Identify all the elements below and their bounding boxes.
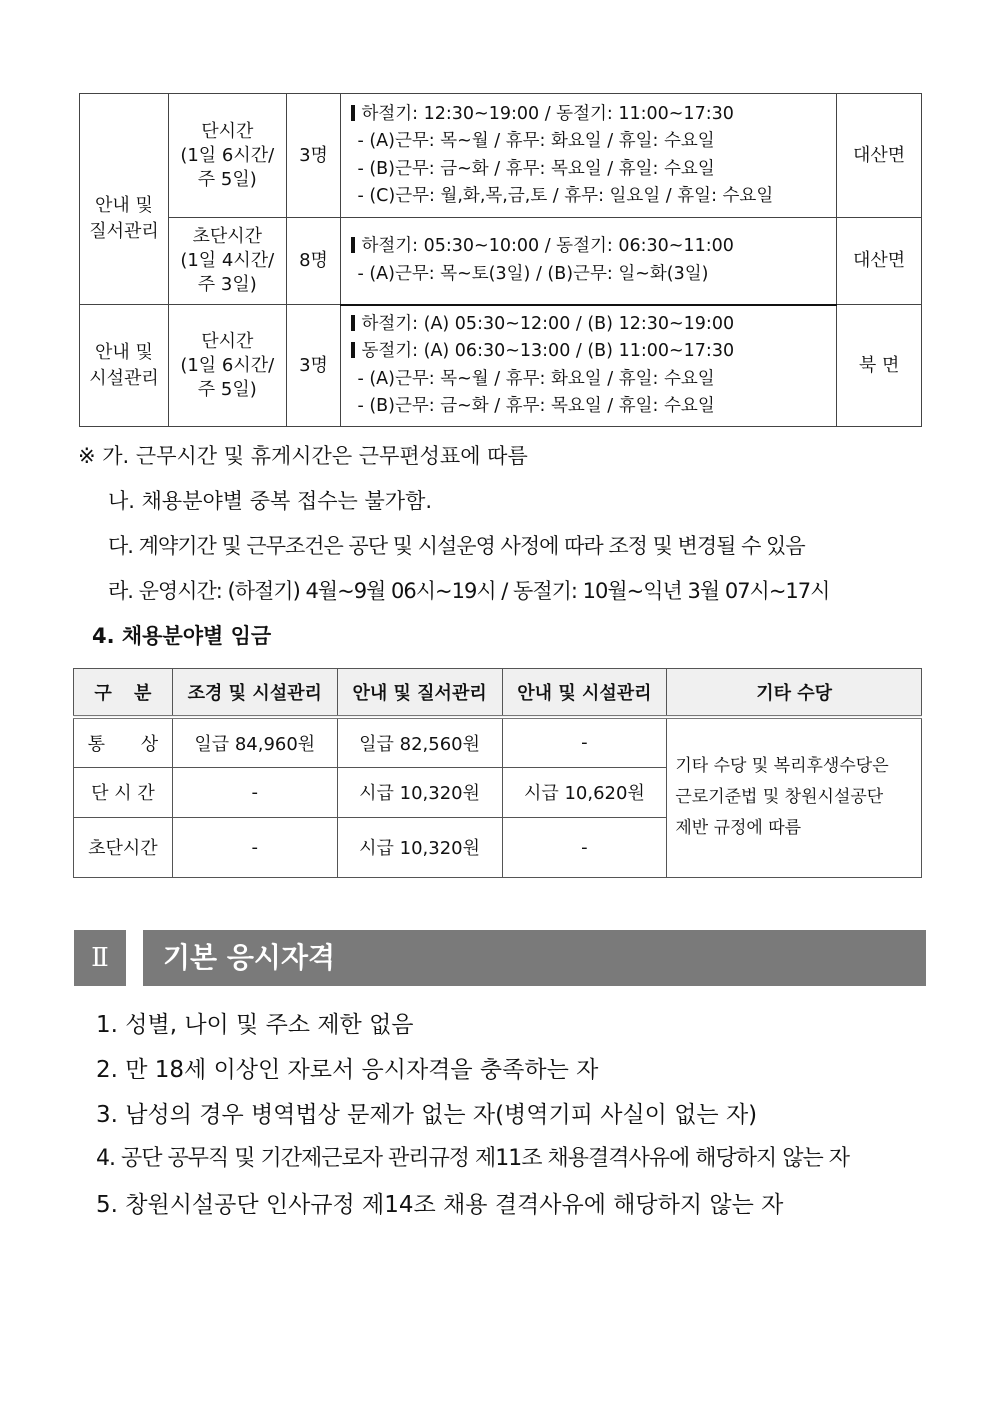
table-cell: 일급 84,960원 [172, 717, 337, 767]
table-cell: 일급 82,560원 [337, 717, 502, 767]
bullet-bar-icon [351, 105, 355, 121]
requirement-item: 5. 창원시설공단 인사규정 제14조 채용 결격사유에 해당하지 않는 자 [96, 1192, 784, 1218]
schedule-line: 하절기: 12:30~19:00 / 동절기: 11:00~17:30 [351, 101, 826, 129]
type-line: (1일 6시간/ [180, 144, 275, 166]
table-row [80, 94, 922, 218]
allowance-line: 근로기준법 및 창원시설공단 [675, 787, 884, 808]
section-title: 기본 응시자격 [143, 930, 926, 986]
requirement-item: 3. 남성의 경우 병역법상 문제가 없는 자(병역기피 사실이 없는 자) [96, 1102, 758, 1128]
type-line: (1일 6시간/ [180, 354, 275, 376]
type-line: 단시간 [201, 330, 254, 352]
table-cell: - [502, 717, 667, 767]
count-cell: 8명 [286, 218, 341, 305]
schedule-cell [341, 94, 837, 218]
table-row [80, 218, 922, 305]
type-line: 단시간 [201, 120, 254, 142]
note-line: 다. 계약기간 및 근무조건은 공단 및 시설운영 사정에 따라 조정 및 변경될 수 있음 [108, 534, 805, 558]
field-label: 안내 및 시설관리 [89, 341, 159, 389]
header-cell: 구 분 [74, 669, 173, 718]
field-cell [80, 305, 169, 427]
requirement-item: 2. 만 18세 이상인 자로서 응시자격을 충족하는 자 [96, 1057, 599, 1083]
schedule-line: 하절기: (A) 05:30~12:00 / (B) 12:30~19:00 [351, 311, 826, 339]
schedule-line: - (B)근무: 금~화 / 휴무: 목요일 / 휴일: 수요일 [357, 158, 715, 179]
count-cell: 3명 [286, 94, 341, 218]
table-cell: 시급 10,320원 [337, 817, 502, 877]
row-label: 통 상 [74, 717, 173, 767]
table-row [80, 305, 922, 427]
section-number: Ⅱ [74, 930, 126, 986]
other-allowance-cell [667, 717, 922, 877]
count-cell: 3명 [286, 305, 341, 427]
note-line: 나. 채용분야별 중복 접수는 불가함. [108, 489, 433, 513]
schedule-cell [341, 305, 837, 427]
type-line: (1일 4시간/ [180, 250, 275, 271]
table-cell: 시급 10,320원 [337, 767, 502, 817]
bullet-bar-icon [351, 315, 355, 331]
field-cell [80, 94, 169, 305]
schedule-line: 하절기: 05:30~10:00 / 동절기: 06:30~11:00 [351, 233, 826, 261]
requirement-item: 4. 공단 공무직 및 기간제근로자 관리규정 제11조 채용결격사유에 해당하지 않는 자 [96, 1146, 849, 1171]
row-label: 초단시간 [74, 817, 173, 877]
wage-table [73, 668, 922, 878]
schedule-line: - (A)근무: 목~월 / 휴무: 화요일 / 휴일: 수요일 [357, 131, 715, 151]
location-cell: 대산면 [837, 94, 922, 218]
bullet-bar-icon [351, 237, 355, 253]
location-cell: 북 면 [837, 305, 922, 427]
note-line: 라. 운영시간: (하절기) 4월~9월 06시~19시 / 동절기: 10월~익년 3월 07시~17시 [108, 579, 830, 603]
schedule-line: 동절기: (A) 06:30~13:00 / (B) 11:00~17:30 [351, 338, 826, 366]
type-line: 주 5일) [197, 168, 257, 190]
location-cell: 대산면 [837, 218, 922, 305]
row-label: 단 시 간 [74, 767, 173, 817]
schedule-line: - (B)근무: 금~화 / 휴무: 목요일 / 휴일: 수요일 [357, 396, 715, 417]
schedule-cell [341, 218, 837, 305]
header-cell: 안내 및 질서관리 [337, 669, 502, 718]
type-cell [168, 305, 286, 427]
field-label: 안내 및 질서관리 [89, 195, 159, 242]
table-header-row [74, 669, 922, 718]
schedule-line: - (A)근무: 목~토(3일) / (B)근무: 일~화(3일) [357, 263, 709, 284]
header-cell: 기타 수당 [667, 669, 922, 718]
type-cell [168, 218, 286, 305]
allowance-line: 기타 수당 및 복리후생수당은 [675, 756, 889, 777]
type-line: 주 3일) [197, 274, 257, 295]
table-cell: - [502, 817, 667, 877]
wage-heading: 4. 채용분야별 임금 [92, 624, 272, 648]
table-row [74, 717, 922, 767]
table-cell: - [172, 817, 337, 877]
schedule-line: - (C)근무: 월,화,목,금,토 / 휴무: 일요일 / 휴일: 수요일 [357, 186, 774, 206]
type-line: 초단시간 [192, 226, 263, 247]
header-cell: 안내 및 시설관리 [502, 669, 667, 718]
requirement-item: 1. 성별, 나이 및 주소 제한 없음 [96, 1012, 414, 1038]
table-cell: - [172, 767, 337, 817]
type-line: 주 5일) [197, 378, 257, 400]
bullet-bar-icon [351, 342, 355, 358]
table-cell: 시급 10,620원 [502, 767, 667, 817]
schedule-line: - (A)근무: 목~월 / 휴무: 화요일 / 휴일: 수요일 [357, 368, 715, 389]
allowance-line: 제반 규정에 따름 [675, 818, 802, 839]
header-cell: 조경 및 시설관리 [172, 669, 337, 718]
note-line: ※ 가. 근무시간 및 휴게시간은 근무편성표에 따름 [78, 444, 528, 468]
type-cell [168, 94, 286, 218]
schedule-table [79, 93, 922, 427]
